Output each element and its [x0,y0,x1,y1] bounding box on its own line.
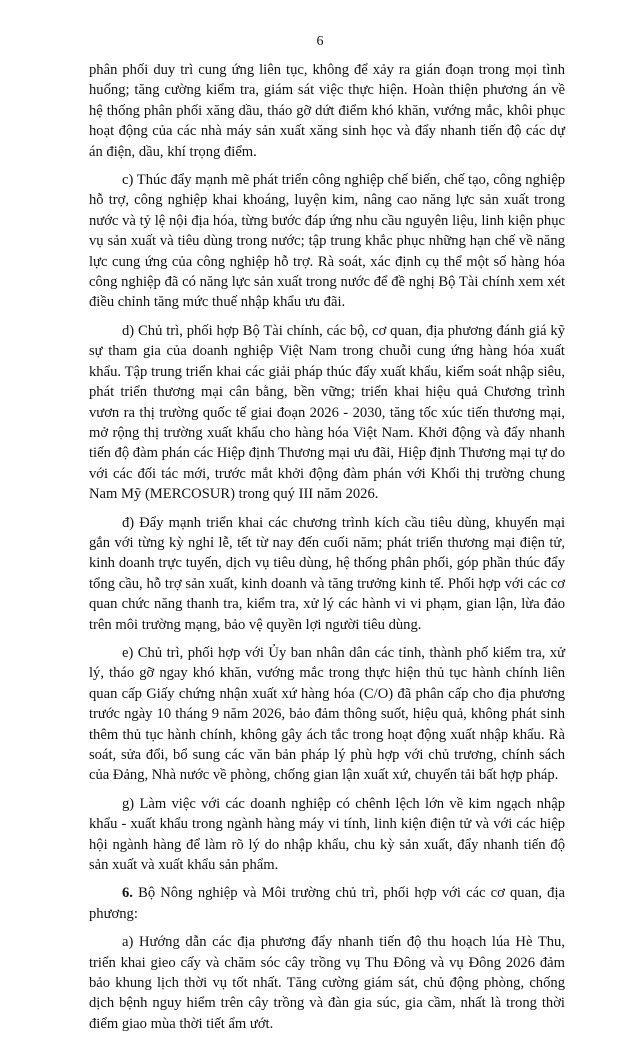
section-6-heading [89,883,565,924]
paragraph-item-d: d) Chủ trì, phối hợp Bộ Tài chính, các bộ, cơ quan, địa phương đánh giá kỹ sự tham gia của doanh nghiệp Việt Nam trong chuỗi cung ứng hàng hóa xuất khẩu. Tập trung triển khai các giải pháp thúc đẩy xuất khẩu, kiểm soát nhập siêu, phát triển thương mại cân bằng, bền vững; triển khai hiệu quả Chương trình vươn ra thị trường quốc tế giai đoạn 2026 - 2030, tăng tốc xúc tiến thương mại, mở rộng thị trường xuất khẩu cho hàng hóa Việt Nam. Khởi động và đẩy nhanh tiến độ đàm phán các Hiệp định Thương mại ưu đãi, Hiệp định Thương mại tự do với các đối tác mới, trước mắt khởi động đàm phán với Khối thị trường chung Nam Mỹ (MERCOSUR) trong quý III năm 2026. [89,322,565,503]
paragraph-item-a: a) Hướng dẫn các địa phương đẩy nhanh tiến độ thu hoạch lúa Hè Thu, triển khai gieo cấy và chăm sóc cây trồng vụ Thu Đông và vụ Đông 2026 đảm bảo khung lịch thời vụ tốt nhất. Tăng cường giám sát, chủ động phòng, chống dịch bệnh nguy hiểm trên cây trồng và đàn gia súc, gia cầm, nhất là trong thời điểm giao mùa thời tiết ẩm ướt. [89,934,565,1032]
paragraph-item-e: e) Chủ trì, phối hợp với Ủy ban nhân dân các tỉnh, thành phố kiểm tra, xử lý, tháo gỡ ngay khó khăn, vướng mắc trong thực hiện thủ tục hành chính liên quan cấp Giấy chứng nhận xuất xứ hàng hóa (C/O) đã phân cấp cho địa phương trước ngày 10 tháng 9 năm 2026, bảo đảm thông suốt, hiệu quả, không phát sinh thêm thủ tục hành chính, không gây ách tắc trong hoạt động xuất nhập khẩu. Rà soát, sửa đổi, bổ sung các văn bản pháp lý phù hợp với chủ trương, chính sách của Đảng, Nhà nước về phòng, chống gian lận xuất xứ, chuyển tải bất hợp pháp. [89,644,565,784]
paragraph-item-c: c) Thúc đẩy mạnh mẽ phát triển công nghiệp chế biến, chế tạo, công nghiệp hỗ trợ, công nghiệp khai khoáng, luyện kim, nâng cao năng lực sản xuất trong nước và tỷ lệ nội địa hóa, từng bước đáp ứng nhu cầu nguyên liệu, linh kiện phục vụ sản xuất và tiêu dùng trong nước; tập trung khắc phục những hạn chế về năng lực cung ứng của công nghiệp hỗ trợ. Rà soát, xác định cụ thể một số hàng hóa công nghiệp đã có năng lực sản xuất trong nước để đề nghị Bộ Tài chính xem xét điều chỉnh tăng mức thuế nhập khẩu ưu đãi. [89,172,565,311]
document-body [89,60,565,1042]
paragraph-continuation: phân phối duy trì cung ứng liên tục, không để xảy ra gián đoạn trong mọi tình huống; tăng cường kiểm tra, giám sát việc thực hiện. Hoàn thiện phương án về hệ thống phân phối xăng dầu, tháo gỡ dứt điểm khó khăn, vướng mắc, khôi phục hoạt động của các nhà máy sản xuất xăng sinh học và đẩy nhanh tiến độ các dự án điện, dầu, khí trọng điểm. [89,62,565,160]
section-number: 6. [122,885,133,902]
paragraph-item-g: g) Làm việc với các doanh nghiệp có chênh lệch lớn về kim ngạch nhập khẩu - xuất khẩu trong ngành hàng máy vi tính, linh kiện điện tử và với các hiệp hội ngành hàng để làm rõ lý do nhập khẩu, chu kỳ sản xuất, đẩy nhanh tiến độ sản xuất và xuất khẩu sản phẩm. [89,795,565,874]
section-6-text: Bộ Nông nghiệp và Môi trường chủ trì, phối hợp với các cơ quan, địa phương: [89,885,565,922]
page-number: 6 [316,34,324,49]
paragraph-item-dd: đ) Đẩy mạnh triển khai các chương trình kích cầu tiêu dùng, khuyến mại gắn với từng kỳ nghỉ lễ, tết từ nay đến cuối năm; phát triển thương mại điện tử, kinh doanh trực tuyến, dịch vụ tiêu dùng, hệ thống phân phối, góp phần thúc đẩy tổng cầu, hỗ trợ sản xuất, kinh doanh và tăng trưởng kinh tế. Phối hợp với các cơ quan chức năng thanh tra, kiểm tra, xử lý các hành vi vi phạm, gian lận, lừa đảo trên môi trường mạng, bảo vệ quyền lợi người tiêu dùng. [89,514,565,633]
